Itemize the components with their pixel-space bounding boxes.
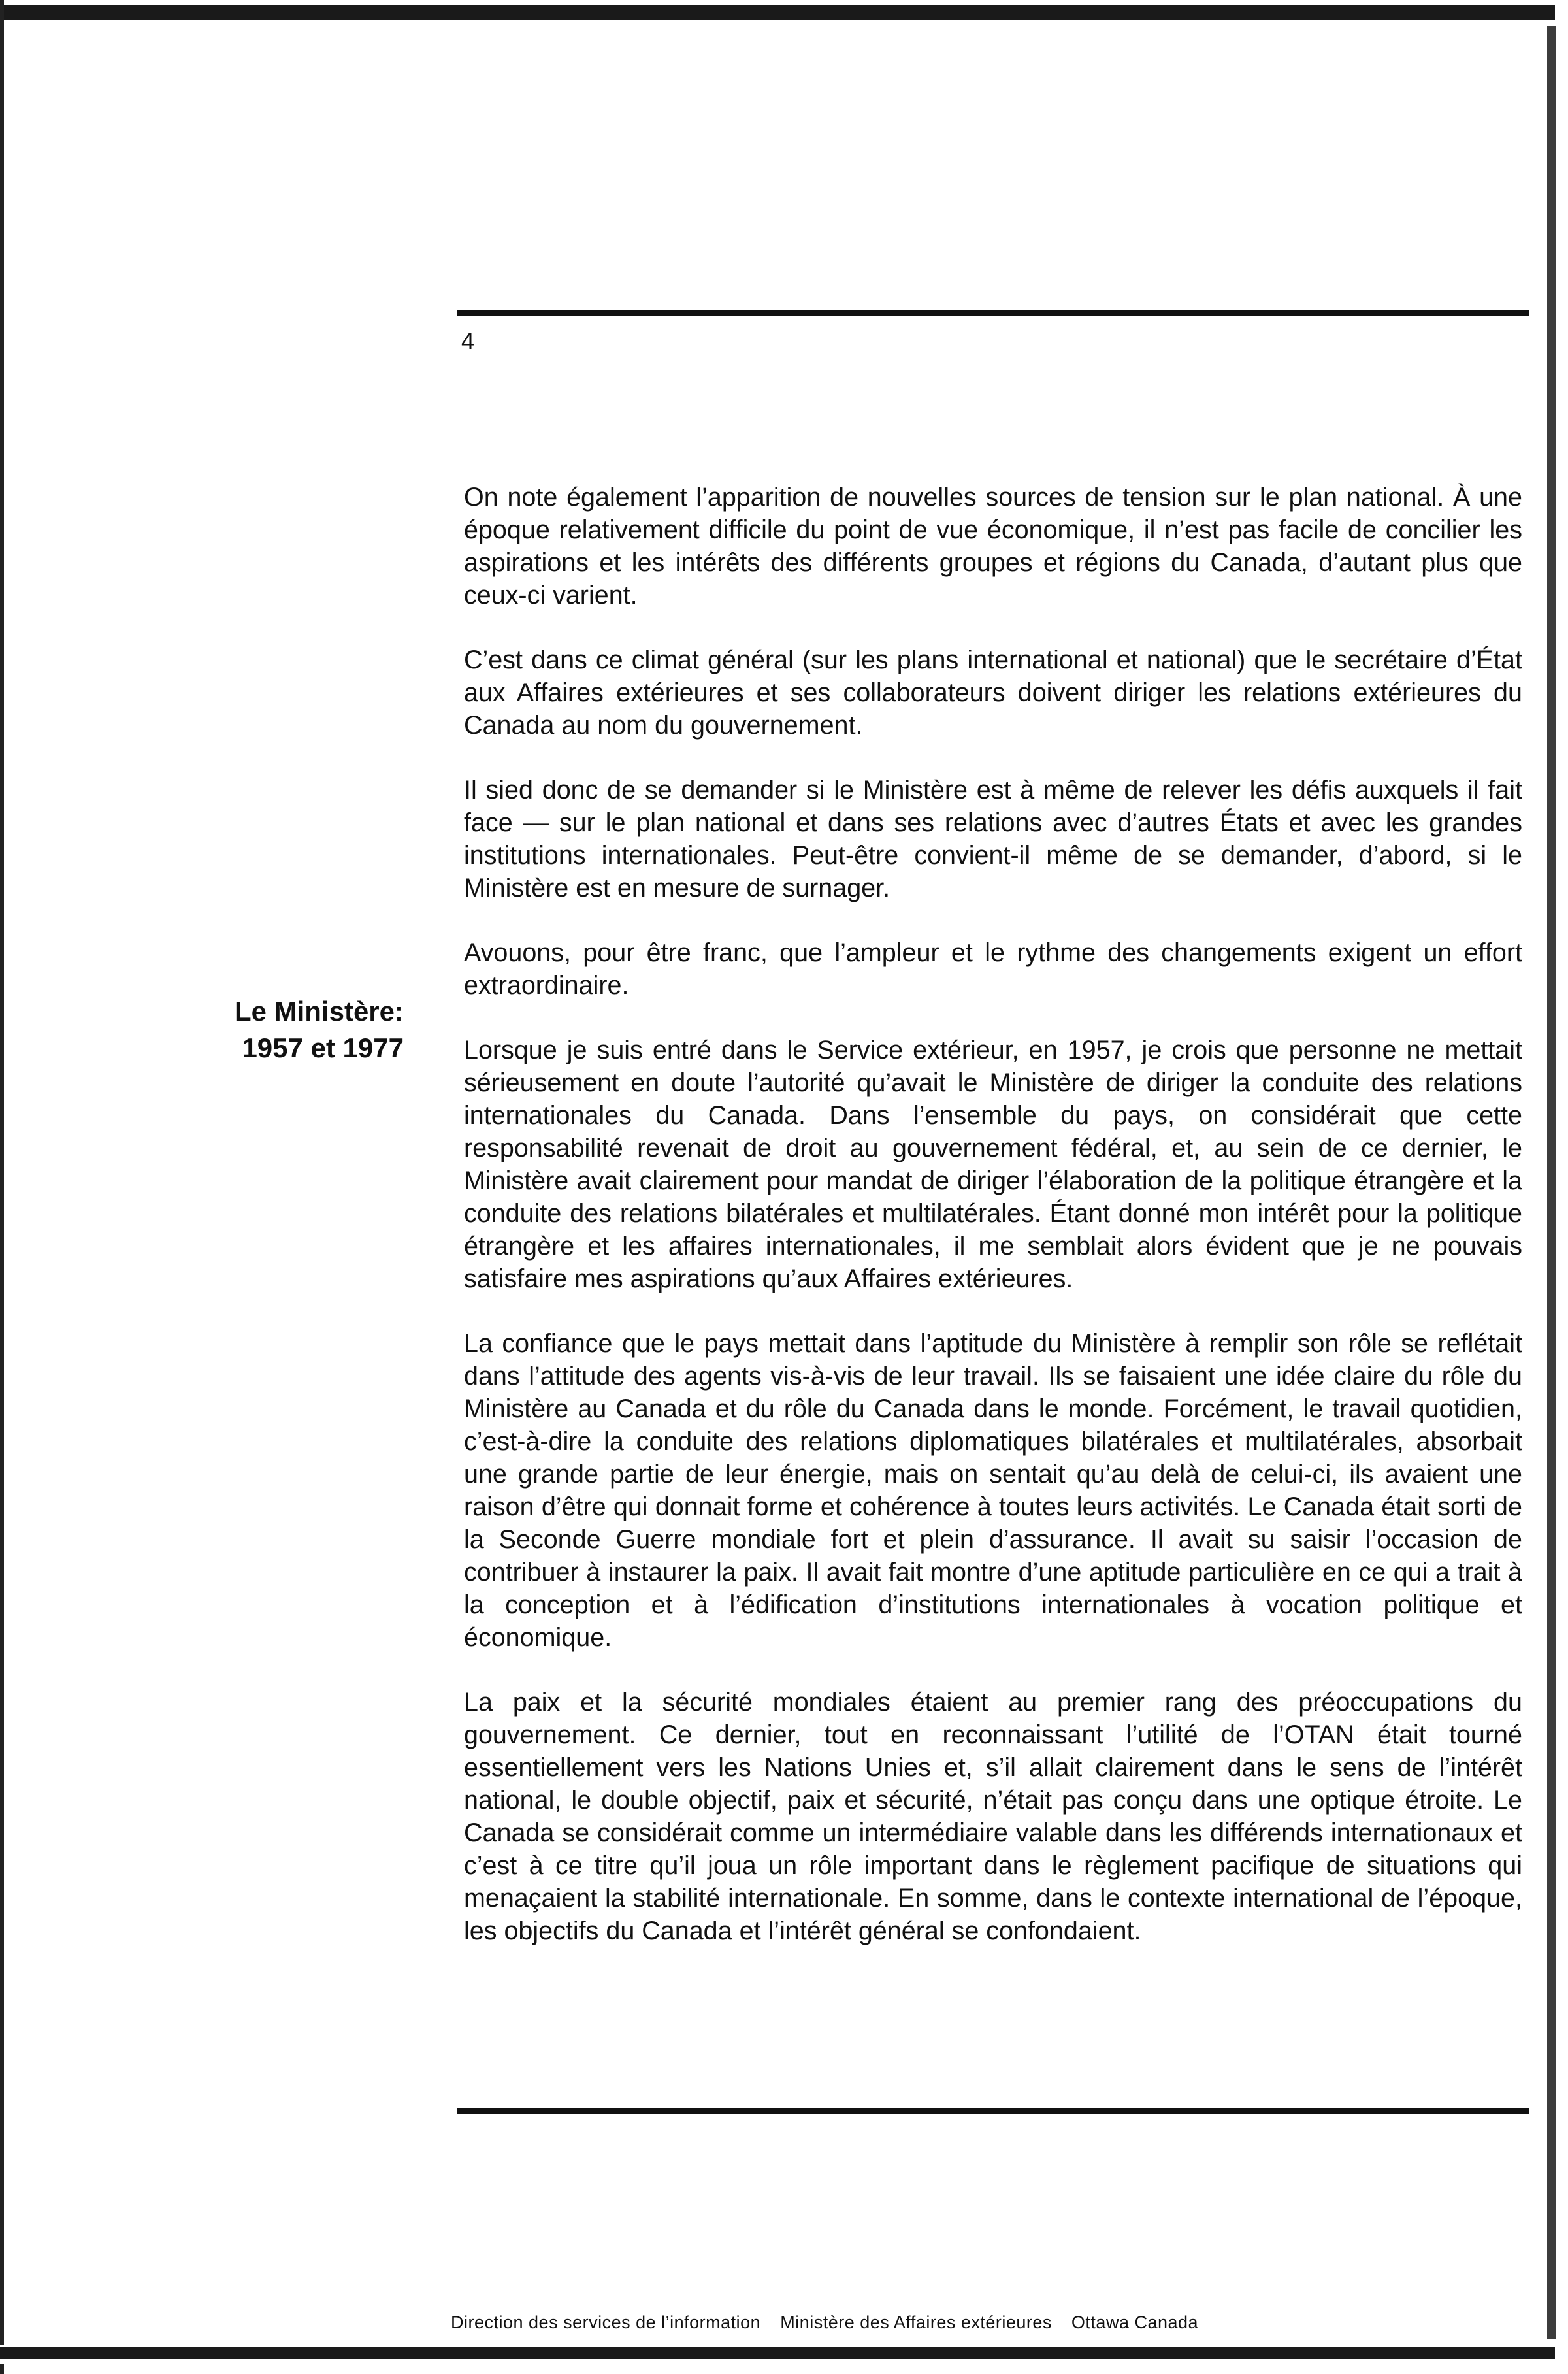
footer-ministry: Ministère des Affaires extérieures (780, 2313, 1052, 2332)
paragraph: Lorsque je suis entré dans le Service extérieur, en 1957, je crois que personne ne mettait sérieusement en doute l’autorité qu’avait le Ministère de diriger la conduite des relations internationales du Canada. Dans l’ensemble du pays, on considérait que cette responsabilité revenait de droit au gouvernement fédéral, et, au sein de ce dernier, le Ministère avait clairement pour mandat de diriger l’élaboration de la politique étrangère et la conduite des relations bilatérales et multilatérales. Étant donné mon intérêt pour la politique étrangère et les affaires internationales, il me semblait alors évident que je ne pouvais satisfaire mes aspirations qu’aux Affaires extérieures. (464, 1036, 1522, 1293)
paragraph: La confiance que le pays mettait dans l’aptitude du Ministère à remplir son rôle se reflétait dans l’attitude des agents vis-à-vis de leur travail. Ils se faisaient une idée claire du rôle du Ministère au Canada et du rôle du Canada dans le monde. Forcément, le travail quotidien, c’est-à-dire la conduite des relations diplomatiques bilatérales et multilatérales, absorbait une grande partie de leur énergie, mais on sentait qu’au delà de celui-ci, ils avaient une raison d’être qui donnait forme et cohérence à toutes leurs activités. Le Canada était sorti de la Seconde Guerre mondiale fort et plein d’assurance. Il avait su saisir l’occasion de contribuer à instaurer la paix. Il avait fait montre d’une aptitude particulière en ce qui a trait à la conception et à l’édification d’institutions internationales à vocation politique et économique. (464, 1329, 1522, 1652)
footer-location: Ottawa Canada (1071, 2313, 1199, 2332)
paragraph: C’est dans ce climat général (sur les plans international et national) que le secrétaire d’État aux Affaires extérieures et ses collaborateurs doivent diriger les relations extérieures du Canada au nom du gouvernement. (464, 646, 1522, 740)
section-heading-line1: Le Ministère: (234, 996, 404, 1027)
page-footer (451, 2311, 1431, 2334)
section-heading-line2: 1957 et 1977 (242, 1032, 404, 1063)
paragraph: Il sied donc de se demander si le Ministère est à même de relever les défis auxquels il fait face — sur le plan national et dans ses relations avec d’autres États et avec les grandes institutions internationales. Peut-être convient-il même de se demander, d’abord, si le Ministère est en mesure de surnager. (464, 776, 1522, 902)
scan-edge-top (0, 0, 1555, 31)
paragraph: On note également l’apparition de nouvelles sources de tension sur le plan national. À une époque relativement difficile du point de vue économique, il n’est pas facile de concilier les aspirations et les intérêts des différents groupes et régions du Canada, d’autant plus que ceux-ci varient. (464, 483, 1522, 610)
paragraph: La paix et la sécurité mondiales étaient au premier rang des préoccupations du gouvernement. Ce dernier, tout en reconnaissant l’utilité de l’OTAN était tourné essentiellement vers les Nations Unies et, s’il allait clairement dans le sens de l’intérêt national, le double objectif, paix et sécurité, n’était pas conçu dans une optique étroite. Le Canada se considérait comme un intermédiaire valable dans les différends internationaux et c’est à ce titre qu’il joua un rôle important dans le règlement pacifique de situations qui menaçaient la stabilité internationale. En somme, dans le contexte international de l’époque, les objectifs du Canada et l’intérêt général se confondaient. (464, 1688, 1522, 1945)
scan-edge-bottom (0, 2345, 1555, 2364)
header-rule (457, 310, 1529, 316)
footer-directorate: Direction des services de l’information (451, 2313, 761, 2332)
paragraph: Avouons, pour être franc, que l’ampleur et le rythme des changements exigent un effort extraordinaire. (464, 938, 1522, 1000)
scan-edge-left (0, 0, 4, 2374)
page-number: 4 (461, 327, 475, 354)
footer-rule (457, 2108, 1529, 2114)
body-text (464, 481, 1522, 1979)
scan-edge-right (1547, 26, 1556, 2339)
section-heading (182, 993, 404, 1066)
